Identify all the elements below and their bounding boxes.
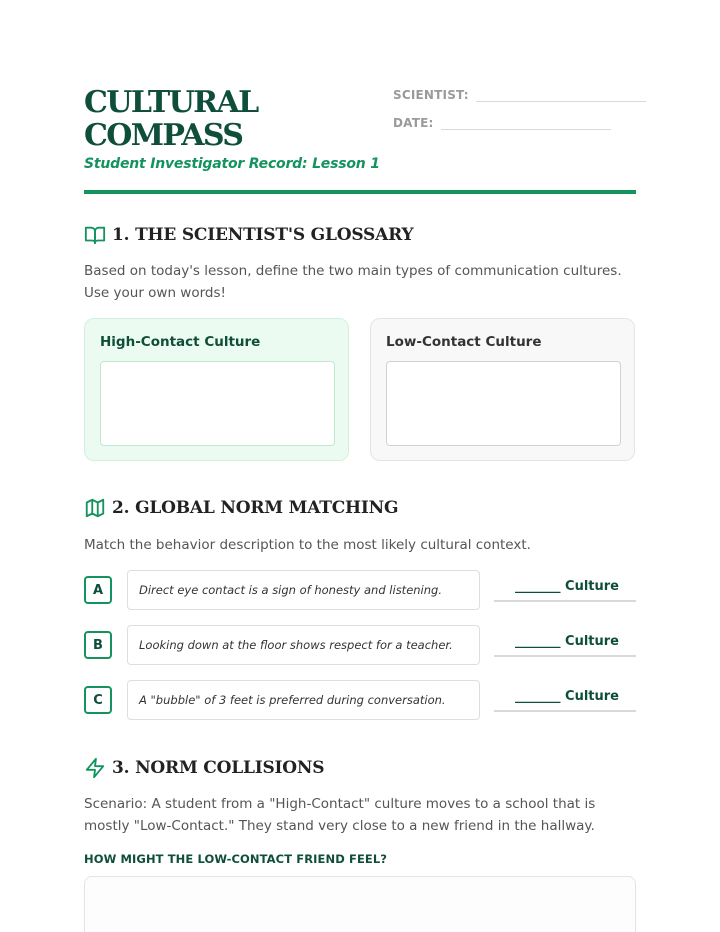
lightning-icon [84,757,106,779]
card-title: High-Contact Culture [100,334,261,350]
book-open-icon [84,224,106,246]
match-answer-field[interactable]: _______ Culture [494,627,636,657]
card-title: Low-Contact Culture [386,334,542,350]
low-contact-definition-input[interactable] [386,361,621,446]
header-divider [84,190,636,194]
match-row-c [84,680,636,720]
question-label: HOW MIGHT THE LOW-CONTACT FRIEND FEEL? [84,852,388,866]
low-contact-card [370,318,635,461]
match-answer-field[interactable]: _______ Culture [494,682,636,712]
map-icon [84,497,106,519]
title-line-1: CULTURAL [84,85,258,120]
match-description: A "bubble" of 3 feet is preferred during conversation. [127,680,480,720]
scientist-row [393,86,646,102]
section-matching-heading [84,497,398,519]
match-row-b [84,625,636,665]
section-glossary-heading [84,224,413,246]
scientist-field[interactable] [476,86,646,102]
match-letter: B [84,631,112,659]
title-line-2: COMPASS [84,118,243,153]
section-title: 3. NORM COLLISIONS [112,758,325,778]
date-field[interactable] [441,114,611,130]
scientist-label: SCIENTIST: [393,88,469,102]
section-title: 2. GLOBAL NORM MATCHING [112,498,399,518]
page-title [84,86,374,152]
match-row-a [84,570,636,610]
worksheet-page [84,0,636,932]
match-letter: C [84,686,112,714]
high-contact-card [84,318,349,461]
date-label: DATE: [393,116,434,130]
friend-feeling-answer-input[interactable] [84,876,636,932]
date-row [393,114,611,130]
glossary-instructions: Based on today's lesson, define the two main types of communication cultures. Use your own words! [84,263,622,301]
page-subtitle: Student Investigator Record: Lesson 1 [84,156,380,172]
scenario-text: Scenario: A student from a "High-Contact" culture moves to a school that is mostly "Low-Contact." They stand very close to a new friend in the hallway. [84,796,596,834]
match-description: Looking down at the floor shows respect for a teacher. [127,625,480,665]
high-contact-definition-input[interactable] [100,361,335,446]
matching-instructions: Match the behavior description to the most likely cultural context. [84,537,531,553]
match-description: Direct eye contact is a sign of honesty and listening. [127,570,480,610]
section-title: 1. THE SCIENTIST'S GLOSSARY [112,225,414,245]
section-collisions-heading [84,757,324,779]
match-letter: A [84,576,112,604]
match-answer-field[interactable]: _______ Culture [494,572,636,602]
